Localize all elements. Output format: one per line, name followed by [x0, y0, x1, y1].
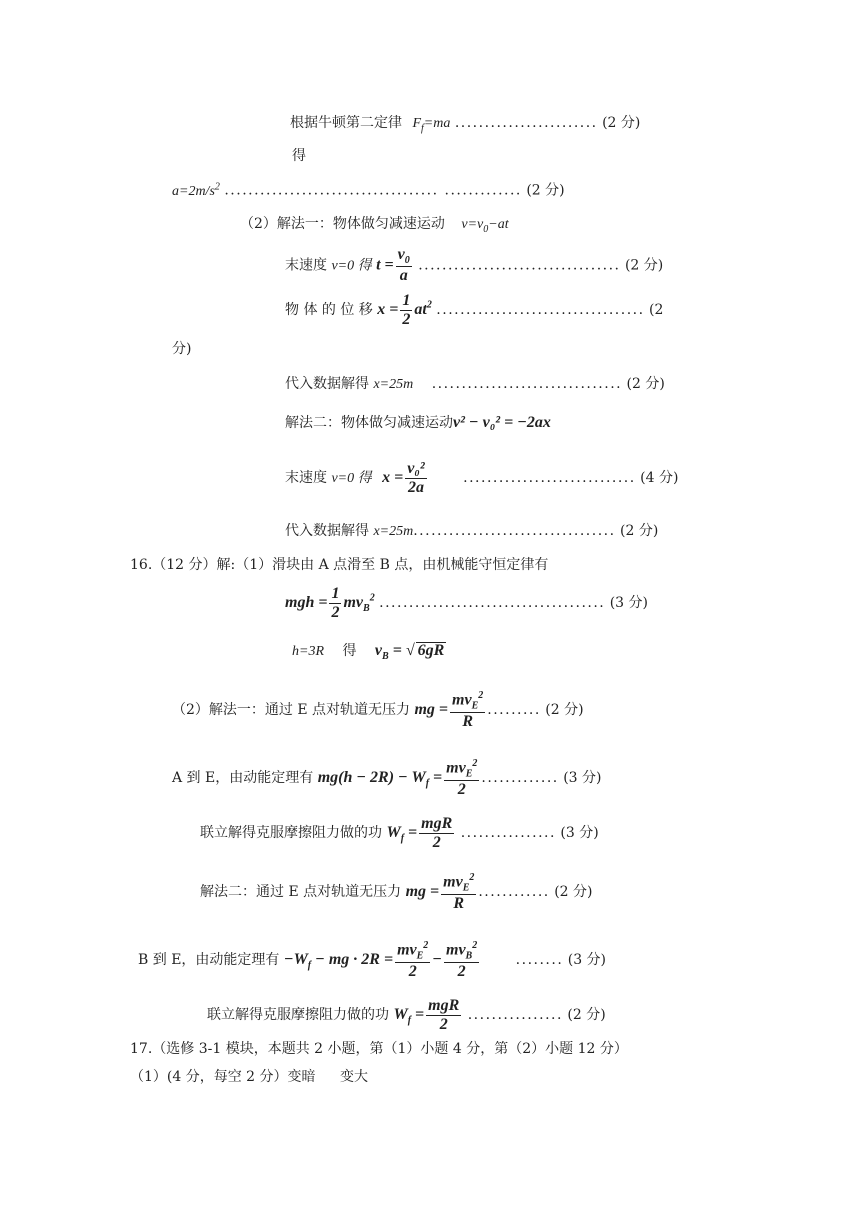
- fraction: $\frac{v_0}{a}$: [397, 246, 410, 285]
- line-fen-wrap: [172, 342, 191, 356]
- fraction-e: $\frac{mv_E^2}{2}$: [397, 940, 429, 980]
- text: 得: [342, 643, 357, 659]
- fraction: $\frac{mv_E^2}{R}$: [452, 690, 484, 730]
- line-method-one: [240, 217, 509, 235]
- score: (2 分): [602, 115, 641, 131]
- formula-lhs: x =: [377, 301, 399, 319]
- formula-lhs: mg =: [405, 883, 440, 901]
- fraction: $\frac{mv_E^2}{R}$: [443, 872, 475, 912]
- text: 代入数据解得: [285, 376, 369, 392]
- formula-lhs: $W_f$ =: [386, 824, 418, 845]
- score: (3 分): [560, 825, 599, 842]
- leader-dots: ................: [460, 825, 556, 842]
- formula: v² − v₀² = −2ax: [453, 414, 551, 431]
- condition: h=3R: [292, 644, 324, 659]
- text: 解法二：通过 E 点对轨道无压力: [200, 884, 402, 901]
- line-energy-conservation: [285, 585, 648, 621]
- leader-dots: ................: [467, 1007, 563, 1024]
- leader-dots: ................................: [431, 376, 623, 392]
- fraction-b: $\frac{mv_B^2}{2}$: [446, 940, 478, 980]
- text: A 到 E，由动能定理有: [172, 770, 314, 787]
- line-2-method-two: [200, 872, 593, 912]
- formula-lhs: x =: [382, 469, 404, 487]
- text: 代入数据解得: [285, 523, 369, 539]
- leader-dots: ............: [478, 884, 550, 901]
- text: 根据牛顿第二定律: [290, 115, 402, 131]
- text: 得: [292, 148, 306, 164]
- leader-dots: ........................: [454, 115, 598, 131]
- score: (2 分): [624, 257, 664, 274]
- score: (2 分): [554, 884, 593, 901]
- value: x=25m: [373, 524, 414, 539]
- line-b-to-e: [138, 940, 606, 980]
- text: B 到 E，由动能定理有: [138, 952, 280, 969]
- leader-dots: .............: [481, 770, 559, 787]
- line-a-to-e: [172, 758, 601, 798]
- fraction: $\frac{\text{v₀²}}{2a}$: [407, 460, 425, 496]
- answer-2: 变大: [340, 1069, 368, 1085]
- text: 解法二：物体做匀减速运动: [285, 415, 453, 431]
- formula-lhs: $mg(h - 2R) - W_f$ =: [317, 769, 443, 790]
- condition: v=0 得: [331, 471, 372, 487]
- text: 联立解得克服摩擦阻力做的功: [207, 1007, 389, 1024]
- formula-lhs: $W_f$ =: [393, 1006, 425, 1027]
- line-acceleration: [172, 182, 565, 199]
- leader-dots: ......................................: [379, 595, 606, 612]
- formula-lhs: mgh =: [285, 594, 328, 612]
- text: 分): [172, 341, 192, 357]
- formula: $v=v_0-at$: [461, 217, 509, 235]
- text: 联立解得克服摩擦阻力做的功: [200, 825, 382, 842]
- line-method-two: [285, 415, 551, 431]
- text: 物 体 的 位 移: [285, 302, 373, 319]
- line-substitute-2: [285, 524, 658, 539]
- condition: v=0 得: [331, 258, 372, 274]
- leader-dots: .........: [487, 702, 541, 719]
- line-substitute-1: [285, 377, 665, 392]
- fraction: $\frac{1}{2}$: [402, 292, 411, 328]
- score: (3 分): [609, 595, 648, 612]
- formula: $a=2m/s^2$: [172, 181, 220, 199]
- formula-rest: $mv_B^2$: [343, 592, 375, 615]
- score: (2 分): [626, 376, 665, 392]
- leader-dots: ..................................: [418, 257, 621, 274]
- score: (2 分): [620, 523, 659, 539]
- leader-dots: ...................................: [436, 302, 645, 319]
- question-16-heading: [130, 558, 548, 572]
- text: （2）解法一：通过 E 点对轨道无压力: [172, 702, 411, 719]
- score: (4 分): [640, 470, 679, 487]
- question-17-heading: [130, 1042, 628, 1056]
- text: 末速度: [285, 470, 327, 487]
- formula-lhs: $-W_f$ − mg · 2R =: [283, 951, 394, 972]
- text: 末速度: [285, 257, 327, 274]
- leader-dots: ..................................: [413, 523, 616, 539]
- line-2-method-one: [172, 690, 584, 730]
- fraction: $\frac{\text{mgR}}{2}$: [421, 815, 453, 851]
- minus: −: [432, 951, 442, 969]
- line-17-part-1: [130, 1070, 368, 1084]
- leader-dots: ........: [515, 952, 564, 969]
- score: (2 分): [567, 1007, 606, 1024]
- formula-lhs: t =: [376, 256, 394, 274]
- text: 16.（12 分）解:（1）滑块由 A 点滑至 B 点，由机械能守恒定律有: [130, 557, 549, 573]
- line-newton-second-law: [290, 116, 640, 134]
- fraction: $\frac{\text{mgR}}{2}$: [428, 997, 460, 1033]
- score: (3 分): [563, 770, 602, 787]
- fraction: $\frac{1}{2}$: [331, 585, 340, 621]
- formula-lhs: mg =: [414, 701, 449, 719]
- text: （1）(4 分，每空 2 分）变暗: [130, 1069, 316, 1085]
- score: (2 分): [526, 182, 565, 199]
- leader-dots: .............................: [463, 470, 636, 487]
- formula-rest: $at^2$: [414, 299, 432, 319]
- line-final-velocity-time: [285, 246, 663, 285]
- line-final-velocity-x: [285, 460, 678, 496]
- score: (3 分): [567, 952, 607, 969]
- formula: $v_B$ = √ 6gR: [374, 642, 445, 663]
- formula: $F_f=ma$: [412, 116, 451, 134]
- leader-dots: .................................... .............: [224, 182, 522, 199]
- line-vb-result: [292, 642, 446, 662]
- score: (2 分): [545, 702, 584, 719]
- line-work-friction-2: [207, 997, 606, 1033]
- text: （2）解法一：物体做匀减速运动: [240, 216, 445, 232]
- text: 17.（选修 3-1 模块，本题共 2 小题，第（1）小题 4 分，第（2）小题 12 分）: [130, 1041, 628, 1057]
- line-displacement: [285, 292, 663, 328]
- value: x=25m: [373, 377, 414, 392]
- line-work-friction-1: [200, 815, 599, 851]
- line-de: [292, 149, 306, 163]
- fraction: $\frac{mv_E^2}{2}$: [446, 758, 478, 798]
- score: (2: [649, 302, 664, 319]
